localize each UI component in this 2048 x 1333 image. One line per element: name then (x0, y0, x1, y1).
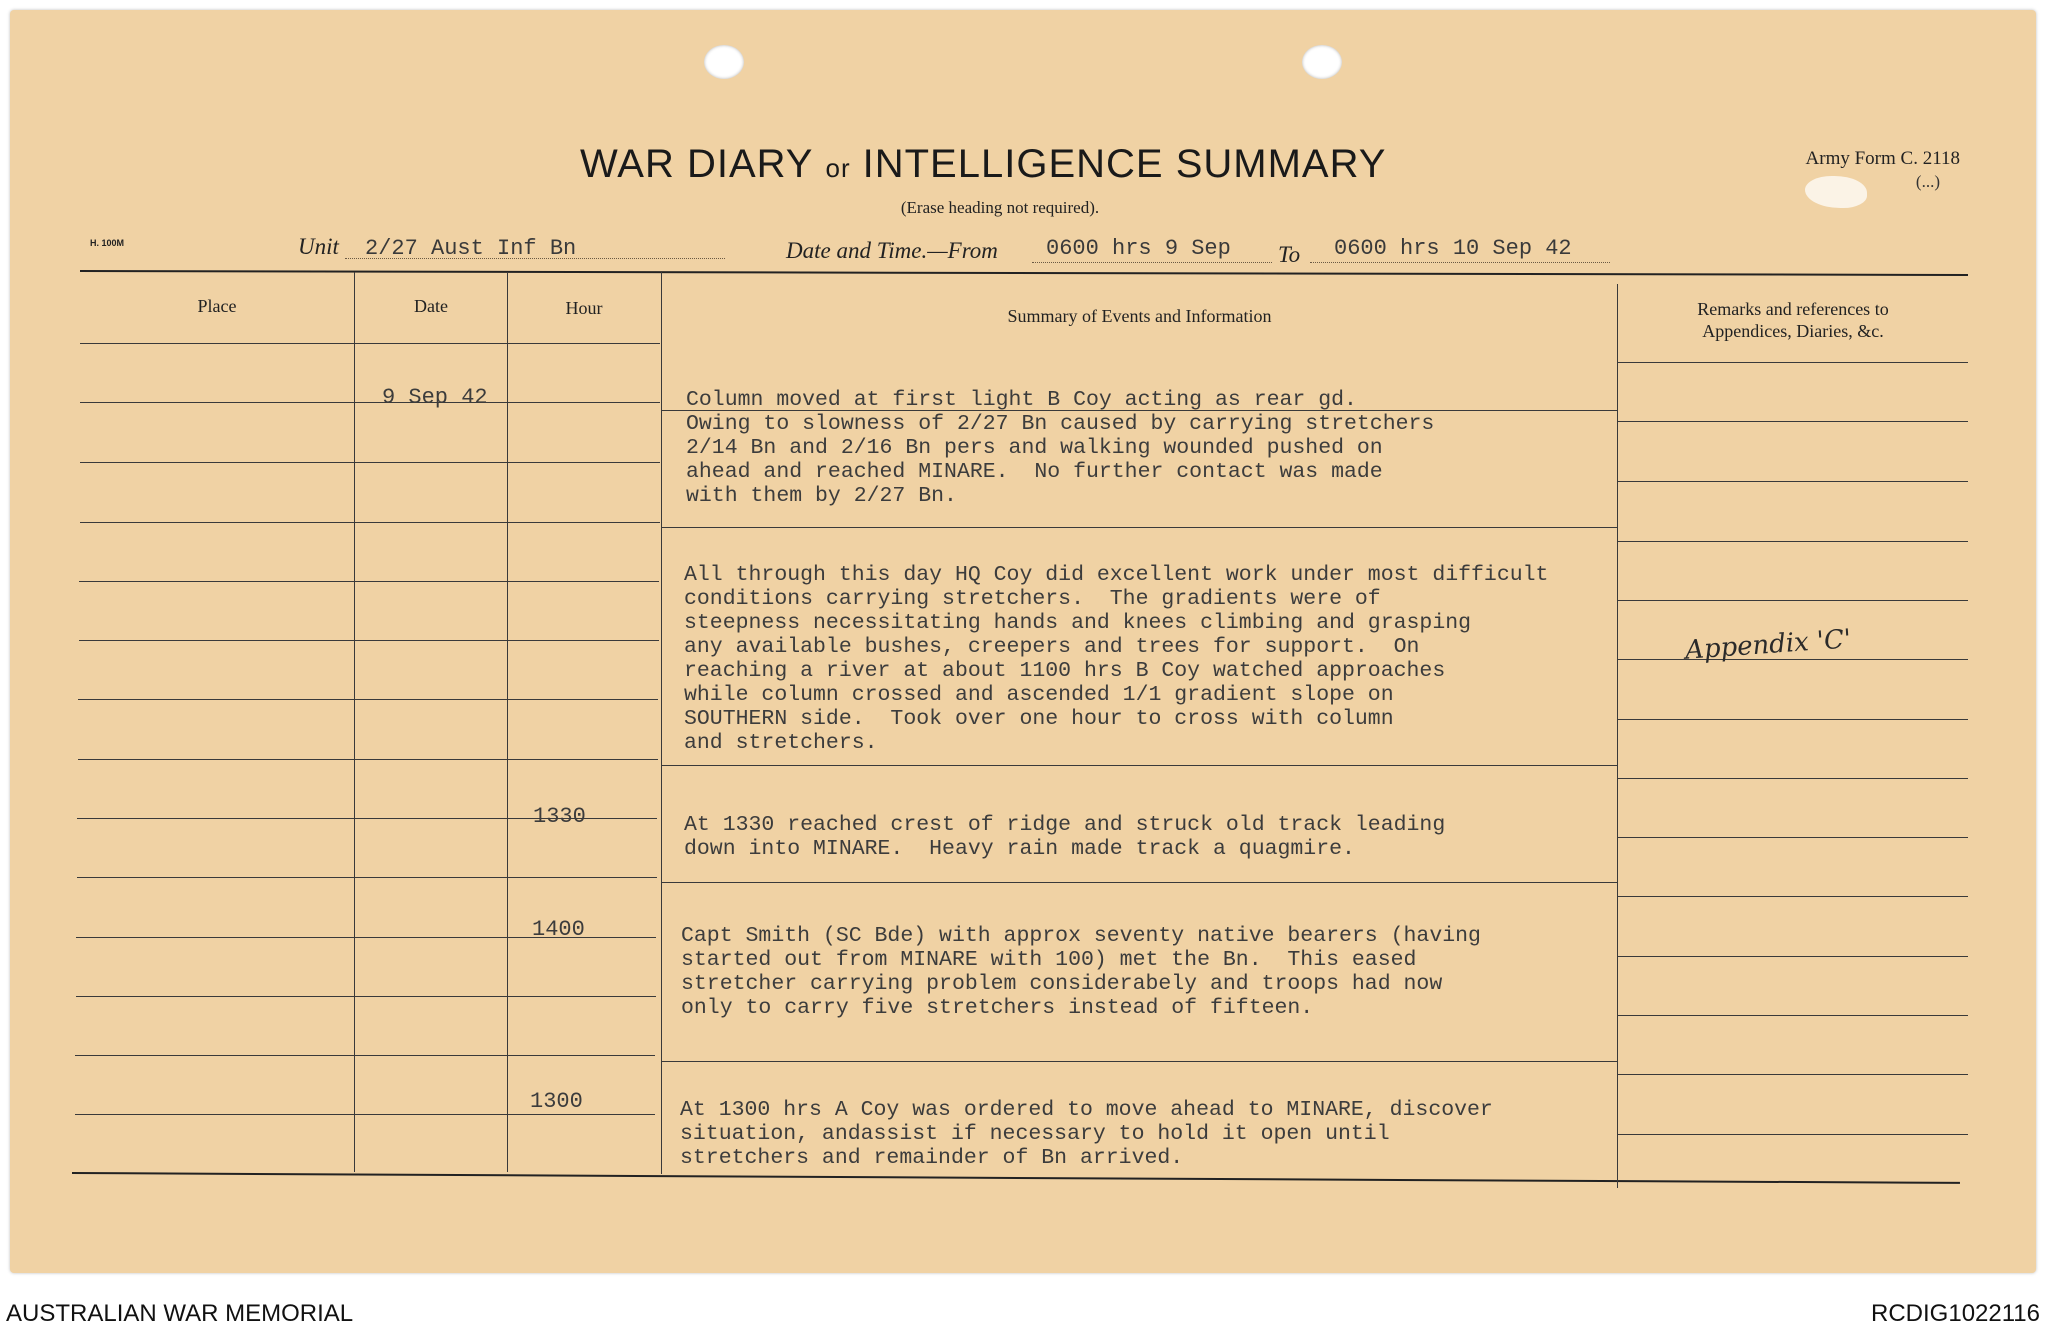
rule-line (1618, 1134, 1968, 1135)
rule-line (1618, 541, 1968, 542)
rule-line (78, 699, 658, 700)
column-header-place: Place (197, 296, 237, 316)
entry-hour: 1400 (532, 917, 585, 942)
rule-line (80, 343, 660, 344)
rule-line (1618, 956, 1968, 957)
rule-line (76, 996, 656, 997)
rule-line (80, 522, 660, 523)
punch-hole-right (1302, 45, 1342, 79)
form-title: WAR DIARY or INTELLIGENCE SUMMARY (580, 142, 1387, 186)
col-divider-date-hour (507, 272, 508, 1172)
remark-appendix: Appendix 'C' (1684, 624, 1853, 666)
erase-note: (Erase heading not required). (900, 198, 1100, 217)
rule-line (77, 877, 657, 878)
column-header-date: Date (414, 296, 448, 316)
rule-line (662, 527, 1617, 528)
rule-line (1618, 778, 1968, 779)
print-code: H. 100M (90, 238, 125, 248)
entry-date: 9 Sep 42 (382, 385, 488, 410)
remarks-header-line2: Appendices, Diaries, &c. (1702, 321, 1884, 341)
col-divider-place-date (354, 272, 355, 1172)
rule-line (662, 1061, 1617, 1062)
date-to-value: 0600 hrs 10 Sep 42 (1334, 236, 1572, 261)
col-divider-hour-summary (661, 272, 662, 1174)
rule-line (1618, 1015, 1968, 1016)
date-from-value: 0600 hrs 9 Sep (1046, 236, 1231, 261)
unit-label: Unit (298, 234, 339, 259)
rule-line (1618, 659, 1968, 660)
column-header-summary: Summary of Events and Information (1007, 306, 1272, 326)
column-header-hour: Hour (565, 298, 603, 318)
entry-hour: 1330 (533, 804, 586, 829)
rule-line (1618, 896, 1968, 897)
army-form-sub: (...) (1915, 172, 1940, 191)
punch-hole-left (704, 45, 744, 79)
archive-credit: AUSTRALIAN WAR MEMORIAL (6, 1300, 354, 1327)
rule-line (78, 759, 658, 760)
archive-reference: RCDIG1022116 (1871, 1300, 2040, 1327)
rule-line (75, 1114, 655, 1115)
rule-line (1618, 421, 1968, 422)
rule-line (1618, 362, 1968, 363)
rule-line (1618, 837, 1968, 838)
column-header-remarks (1618, 298, 1968, 342)
entry-text: Column moved at first light B Coy acting as rear gd. Owing to slowness of 2/27 Bn caused by carrying stretchers 2/14 Bn and 2/16 Bn pers and walking wounded pushed on ahead and reached MINARE. No further contact was made with them by 2/27 Bn. (686, 388, 1435, 508)
rule-line (1618, 481, 1968, 482)
army-form-number: Army Form C. 2118 (1805, 148, 1960, 169)
entry-hour: 1300 (530, 1089, 583, 1114)
rule-line (79, 581, 659, 582)
entry-text: Capt Smith (SC Bde) with approx seventy native bearers (having started out from MINARE with 100) met the Bn. This eased stretcher carrying problem considerabely and troops had now only to carry five stretchers instead of fifteen. (681, 924, 1481, 1020)
unit-dotline (345, 258, 725, 259)
rule-line (1618, 1074, 1968, 1075)
rule-line (662, 882, 1617, 883)
rule-line (75, 1055, 655, 1056)
date-from-dotline (1032, 262, 1272, 263)
entry-text: At 1300 hrs A Coy was ordered to move ahead to MINARE, discover situation, andassist if necessary to hold it open until stretchers and remainder of Bn arrived. (680, 1098, 1493, 1170)
date-to-label: To (1278, 242, 1301, 267)
unit-value: 2/27 Aust Inf Bn (365, 236, 577, 261)
entry-text: At 1330 reached crest of ridge and struck old track leading down into MINARE. Heavy rain made track a quagmire. (684, 813, 1446, 861)
rule-line (80, 462, 660, 463)
rule-line (662, 765, 1617, 766)
date-time-label: Date and Time.—From (786, 238, 998, 263)
rule-line (1618, 719, 1968, 720)
col-divider-summary-remarks (1617, 284, 1618, 1188)
rule-line (80, 402, 660, 403)
rule-line (79, 640, 659, 641)
date-to-dotline (1310, 262, 1610, 263)
entry-text: All through this day HQ Coy did excellent work under most difficult conditions carrying stretchers. The gradients were of steepness necessitating hands and knees climbing and grasping any available bushes, creepers and trees for support. On reaching a river at about 1100 hrs B Coy watched approaches while column crossed and ascended 1/1 gradient slope on SOUTHERN side. Took over one hour to cross with column and stretchers. (684, 563, 1549, 755)
rule-line (1618, 600, 1968, 601)
remarks-header-line1: Remarks and references to (1697, 299, 1889, 319)
